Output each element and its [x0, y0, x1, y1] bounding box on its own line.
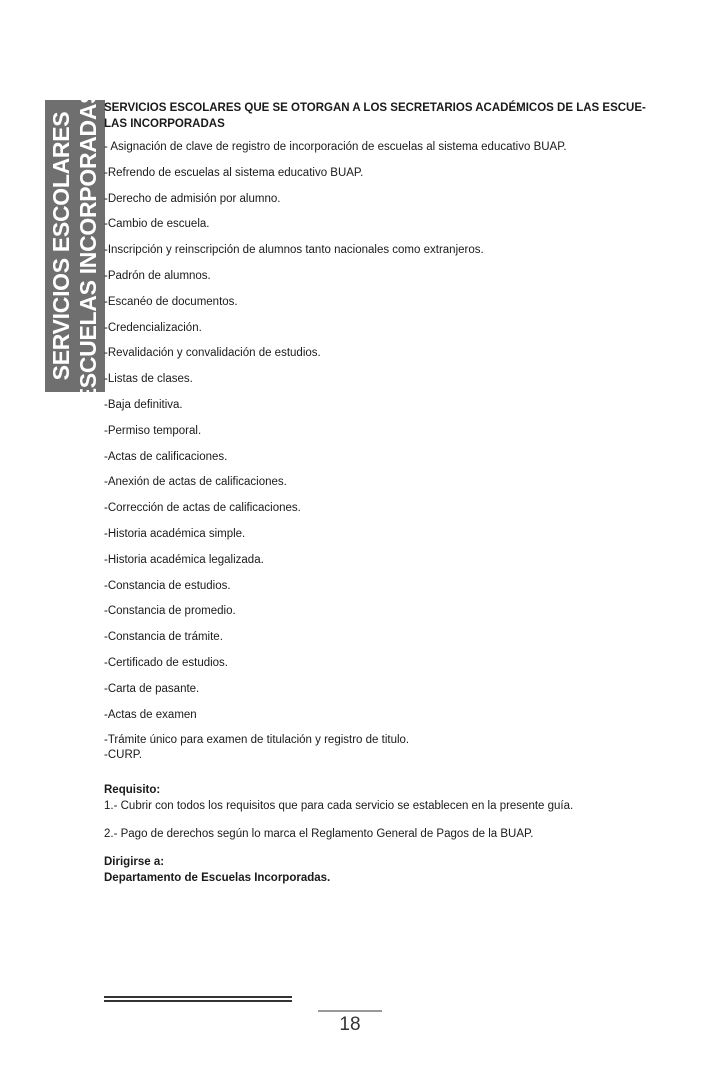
list-item: -Anexión de actas de calificaciones. — [104, 476, 287, 489]
list-item: -Actas de calificaciones. — [104, 450, 228, 463]
requisito-label: Requisito: — [104, 784, 161, 797]
requisito-item: 2.- Pago de derechos según lo marca el Reglamento General de Pagos de la BUAP. — [104, 828, 534, 841]
list-item: -Certificado de estudios. — [104, 656, 229, 669]
list-item: - Asignación de clave de registro de incorporación de escuelas al sistema educativo BUAP. — [104, 141, 567, 153]
heading-line1: SERVICIOS ESCOLARES QUE SE OTORGAN A LOS SECRETARIOS ACADÉMICOS DE LAS ESCUE- — [104, 102, 646, 114]
sidebar-title-line2: ESCUELAS INCORPORADAS — [75, 88, 101, 404]
list-item: -Constancia de promedio. — [104, 605, 236, 618]
list-item: -Trámite único para examen de titulación y registro de titulo. — [104, 734, 410, 747]
list-item: -Listas de clases. — [104, 373, 193, 386]
services-list — [104, 139, 704, 773]
list-item: -Baja definitiva. — [104, 398, 183, 411]
heading-line2: LAS INCORPORADAS — [104, 118, 225, 130]
dirigirse-section — [104, 854, 704, 886]
list-item: -Inscripción y reinscripción de alumnos tanto nacionales como extranjeros. — [104, 244, 484, 257]
dirigirse-label: Dirigirse a: — [104, 856, 165, 869]
list-item: -Corrección de actas de calificaciones. — [104, 502, 301, 515]
list-item: -Constancia de estudios. — [104, 579, 231, 592]
page-number: 18 — [339, 1014, 361, 1035]
main-content — [104, 100, 704, 886]
list-item: -Derecho de admisión por alumno. — [104, 192, 281, 205]
list-item: -Padrón de alumnos. — [104, 269, 211, 282]
list-item: -Constancia de trámite. — [104, 631, 223, 644]
page-number-rule — [318, 1010, 382, 1012]
requisito-item: 1.- Cubrir con todos los requisitos que para cada servicio se establecen en la presente guía. — [104, 800, 574, 813]
list-item: -Actas de examen — [104, 708, 197, 721]
list-item: -Escanéo de documentos. — [104, 295, 238, 308]
list-item: -CURP. — [104, 749, 143, 762]
footer-rule — [104, 996, 292, 998]
list-item: -Refrendo de escuelas al sistema educativo BUAP. — [104, 166, 364, 179]
list-item: -Carta de pasante. — [104, 682, 200, 695]
list-item: -Revalidación y convalidación de estudios. — [104, 347, 321, 360]
section-heading — [104, 100, 704, 132]
sidebar-title-line1: SERVICIOS ESCOLARES — [48, 111, 74, 381]
footer-rule — [104, 1000, 292, 1002]
list-item: -Cambio de escuela. — [104, 218, 210, 231]
list-item: -Permiso temporal. — [104, 424, 202, 437]
dirigirse-value: Departamento de Escuelas Incorporadas. — [104, 872, 331, 885]
list-item: -Historia académica simple. — [104, 527, 246, 540]
list-item: -Credencialización. — [104, 321, 202, 334]
requisito-section — [104, 782, 704, 842]
list-item: -Historia académica legalizada. — [104, 553, 264, 566]
